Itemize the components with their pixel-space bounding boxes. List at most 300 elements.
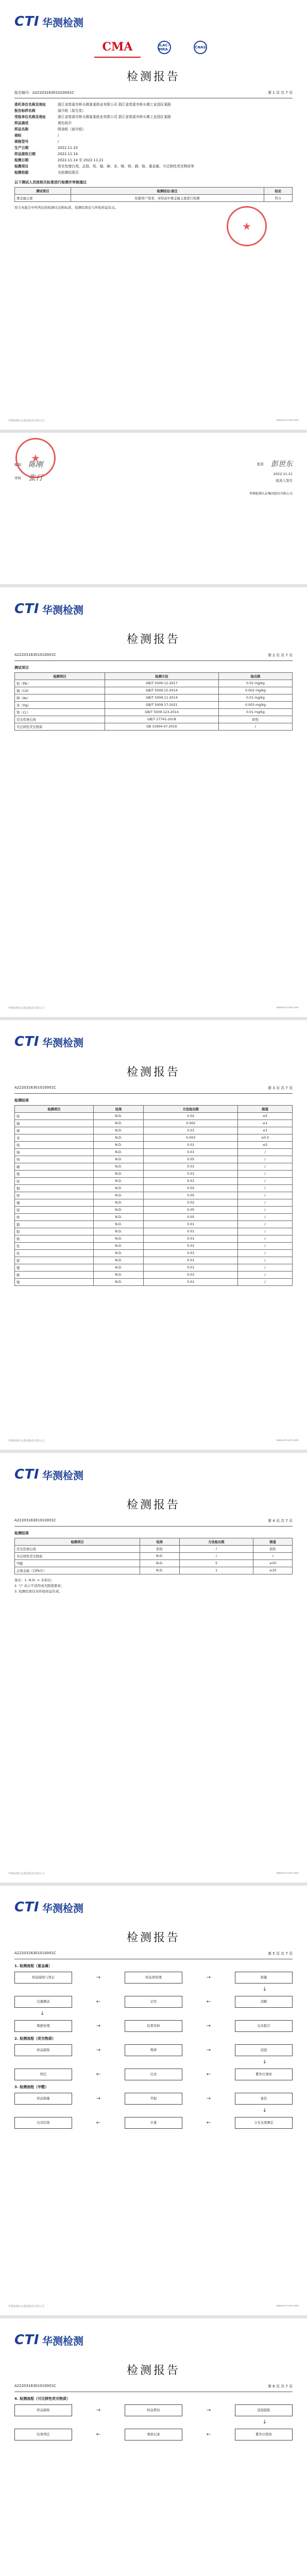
down-arrow-icon: ↓	[262, 1987, 267, 1992]
brand-cn: 华测检测	[42, 16, 83, 29]
table-cell: /	[238, 1156, 293, 1163]
table-cell: /	[238, 1243, 293, 1250]
table-row	[15, 702, 293, 709]
table-cell: 总重金属（以Pb计）	[15, 1567, 140, 1574]
table-row	[15, 1214, 293, 1221]
flow-step: 比对	[125, 2069, 182, 2080]
table-cell: 0.003 mg/kg	[218, 702, 292, 709]
flow-row	[14, 2117, 293, 2129]
report-title: 检测报告	[126, 633, 180, 646]
brand-logo: CTI 华测检测	[14, 1467, 83, 1482]
report-no-label: 报告编号	[14, 91, 29, 95]
flow-step: 称量	[235, 1972, 293, 1984]
ilac-logo-icon: ILAC-MRA	[152, 37, 177, 58]
table-cell: ≤5	[238, 1113, 293, 1120]
flow-step: 样品接收	[14, 2044, 72, 2056]
report-no: A2220316301010001C	[14, 653, 56, 657]
note-line: 备注：1. N.D. = 未检出；	[14, 1578, 55, 1582]
field-key: 生产日期	[14, 146, 29, 150]
flow-step: 紫外灯照射	[235, 2429, 293, 2441]
flow-row	[14, 2429, 293, 2441]
table-row	[15, 1272, 293, 1279]
table-cell: 0.01	[144, 1272, 238, 1279]
table-cell: 铅	[15, 1113, 94, 1120]
compiler-signature: 陈刚	[28, 461, 43, 469]
flow-step: 样品接收	[14, 2404, 72, 2416]
table-cell: 锌	[15, 1192, 94, 1199]
table-cell: 钴	[15, 1178, 94, 1185]
table-cell: 铬（Cr）	[15, 709, 105, 716]
table-cell: 荧光性增白剂	[15, 1546, 140, 1553]
field-key: 样品接收日期	[14, 152, 36, 156]
official-stamp-icon: ★	[227, 206, 267, 246]
section-title: 1. 检测流程（重金属）	[14, 1964, 52, 1968]
brand-logo	[14, 10, 293, 33]
field-key: 样品名称	[14, 127, 29, 131]
table-cell: 0.01	[144, 1149, 238, 1156]
table-cell: N.D.	[93, 1207, 144, 1214]
page-footer: 华测检测认证集团股份有限公司 www.cti-cert.com	[8, 1439, 299, 1443]
table-row	[15, 1250, 293, 1257]
table-cell: /	[238, 1199, 293, 1207]
table-cell: GB/T 27741-2018	[105, 716, 218, 723]
table-header: 检出限	[218, 673, 292, 680]
table-cell: N.D.	[140, 1553, 180, 1560]
report-no: A2220316301010001C	[14, 1518, 56, 1522]
table-cell: 砷	[15, 1127, 94, 1134]
field-value: 浙江省慈溪市桥头镇某某纸业有限公司 浙江省慈溪市桥头镇工业园区某路	[58, 115, 171, 119]
field-value: 面巾纸（原生浆）	[58, 109, 86, 113]
table-cell: 铊	[15, 1250, 94, 1257]
table-cell: 0.01	[144, 1127, 238, 1134]
arrow-icon: ←	[206, 1999, 211, 2005]
table-header: 方法检出限	[179, 1538, 253, 1546]
table-cell: 汞	[15, 1134, 94, 1142]
table-cell: 依据客户需求，对样品中重金属元素进行检测	[71, 195, 264, 202]
table-row	[15, 1120, 293, 1127]
table-cell: 锂	[15, 1279, 94, 1286]
table-cell: 0.02	[144, 1199, 238, 1207]
flow-row	[14, 1996, 293, 2008]
table-cell: /	[238, 1185, 293, 1192]
flow-row	[14, 1972, 293, 1984]
table-cell: /	[238, 1178, 293, 1185]
field-value: 见检测结果页	[58, 171, 79, 175]
table-row	[15, 1185, 293, 1192]
page-footer: 华测检测认证集团股份有限公司 www.cti-cert.com	[8, 1006, 299, 1010]
field-key: 检测日期	[14, 158, 29, 162]
table-header: 结论	[264, 188, 292, 195]
brand-cti: CTI	[14, 14, 39, 29]
table-row	[15, 1243, 293, 1250]
field-value: 荧光性增白剂、总铬、铅、镉、砷、汞、锑、钡、硒、铬、重金属、可迁移性荧光物质等	[58, 164, 195, 168]
table-row	[15, 1149, 293, 1156]
table-cell: 5	[179, 1560, 253, 1567]
table-cell: /	[238, 1163, 293, 1171]
report-page-2	[0, 587, 307, 1020]
table-row	[15, 1134, 293, 1142]
table-cell: /	[238, 1228, 293, 1235]
arrow-icon: ←	[206, 2072, 211, 2077]
table-cell: 0.01	[144, 1264, 238, 1272]
table-cell: 0.05	[144, 1207, 238, 1214]
table-cell: 符合	[264, 195, 292, 202]
table-cell: ≤1	[238, 1120, 293, 1127]
table-cell: 0.01	[144, 1171, 238, 1178]
table-row	[15, 195, 293, 202]
table-row	[15, 1171, 293, 1178]
table-cell: N.D.	[93, 1243, 144, 1250]
flow-step: 显色	[235, 2093, 293, 2105]
section-title: 3. 检测流程（甲醛）	[14, 2085, 48, 2089]
table-cell: 可迁移性荧光物质	[15, 1553, 140, 1560]
page-number: 第 1 页 共 7 页	[267, 91, 293, 95]
table-row	[15, 1192, 293, 1199]
flowchart-a	[14, 1972, 293, 2032]
table-row	[15, 709, 293, 716]
table-cell: /	[238, 1257, 293, 1264]
result-notes	[14, 1578, 293, 1595]
table-cell: N.D.	[93, 1163, 144, 1171]
table-cell: N.D.	[93, 1257, 144, 1264]
table-header: 测试项目	[15, 188, 71, 195]
flow-step: 观察记录	[125, 2429, 182, 2441]
note-line: 3. 检测结果仅对所检样品负责。	[14, 1589, 62, 1594]
field-value: /	[58, 140, 59, 144]
field-value: 黄色纸巾	[58, 121, 72, 125]
certification-logos	[14, 37, 293, 58]
arrow-icon: ←	[96, 1999, 101, 2005]
method-table	[14, 672, 293, 731]
table-cell: /	[238, 1272, 293, 1279]
field-value: 2022.11.14 至 2022.11.21	[58, 158, 104, 162]
flow-step: 分光光度测定	[235, 2117, 293, 2129]
brand-logo: CTI 华测检测	[14, 2332, 83, 2348]
page-footer: 华测检测认证集团股份有限公司 www.cti-cert.com	[8, 1872, 299, 1875]
page-number: 第 6 页 共 7 页	[267, 2384, 293, 2388]
table-cell: /	[238, 1192, 293, 1199]
flow-step: 定容	[125, 1996, 182, 2008]
table-row	[15, 1264, 293, 1272]
field-key: 商标	[14, 133, 22, 138]
arrow-icon: ←	[206, 2432, 211, 2437]
table-cell: N.D.	[93, 1264, 144, 1272]
table-cell: /	[238, 1171, 293, 1178]
down-arrow-icon: ↓	[262, 2059, 267, 2065]
flow-row	[14, 2093, 293, 2105]
table-cell: /	[238, 1235, 293, 1243]
field-row	[14, 114, 293, 120]
result-table	[14, 1538, 293, 1574]
table-row	[15, 1127, 293, 1134]
page-footer: 华测检测认证集团股份有限公司 www.cti-cert.com	[8, 2304, 299, 2308]
table-cell: 钛	[15, 1243, 94, 1250]
flow-row	[14, 2069, 293, 2080]
signature-stamp-icon: ★	[15, 438, 56, 478]
table-header: 检测项目	[15, 673, 105, 680]
table-row	[15, 716, 293, 723]
report-page-1	[0, 0, 307, 433]
arrow-icon: →	[96, 2408, 101, 2413]
table-cell: ≤20	[253, 1560, 293, 1567]
note-line: 2. "/" 表示不适用或无限值要求；	[14, 1584, 64, 1588]
signature-block	[14, 459, 293, 483]
table-cell: ≤0.5	[238, 1134, 293, 1142]
table-cell: 铝	[15, 1207, 94, 1214]
flow-step: 消解	[235, 1996, 293, 2008]
table-header: 检测结论/备注	[71, 188, 264, 195]
table-cell: 铁	[15, 1214, 94, 1221]
reviewer-signature: 张行	[28, 474, 43, 482]
field-row	[14, 151, 293, 157]
table-row	[15, 1178, 293, 1185]
flowchart-d	[14, 2404, 293, 2441]
field-row	[14, 145, 293, 151]
table-cell: 铬	[15, 1142, 94, 1149]
table-cell: 0.01	[144, 1250, 238, 1257]
flowchart-b	[14, 2044, 293, 2080]
sign-date: 2022.11.21	[273, 472, 293, 476]
table-cell: 荧光性增白剂	[15, 716, 105, 723]
flow-row	[14, 2404, 293, 2416]
flow-step: 样品接收与登记	[14, 1972, 72, 1984]
table-cell: /	[253, 1553, 293, 1560]
table-cell: N.D.	[93, 1156, 144, 1163]
arrow-icon: →	[96, 2096, 101, 2102]
table-cell: N.D.	[93, 1171, 144, 1178]
table-row	[15, 680, 293, 687]
field-key: 规格型号	[14, 140, 29, 144]
table-row	[15, 723, 293, 731]
flow-step: 浸泡提取	[235, 2404, 293, 2416]
field-row	[14, 120, 293, 126]
table-cell: 铜	[15, 1185, 94, 1192]
arrow-icon: →	[206, 2408, 211, 2413]
table-cell: /	[179, 1546, 253, 1553]
field-key: 检测项目	[14, 164, 29, 168]
flow-step: 浸泡	[235, 2044, 293, 2056]
table-cell: 0.01	[144, 1228, 238, 1235]
table-header: 检测方法	[105, 673, 218, 680]
field-value: /	[58, 133, 59, 138]
table-cell: 0.01 mg/kg	[218, 694, 292, 702]
section-title: 检测结果	[14, 1531, 29, 1535]
table-row	[15, 694, 293, 702]
report-title: 检测报告	[126, 1066, 180, 1079]
field-row	[14, 157, 293, 163]
report-title: 检测报告	[126, 1499, 180, 1512]
field-row	[14, 132, 293, 139]
table-cell: 硒	[15, 1163, 94, 1171]
table-cell: 0.01 mg/kg	[218, 709, 292, 716]
arrow-icon: →	[206, 2047, 211, 2053]
table-cell: 汞（Hg）	[15, 702, 105, 709]
brand-logo: CTI 华测检测	[14, 1034, 83, 1049]
table-row	[15, 1546, 293, 1553]
field-value: 2022.11.14	[58, 152, 78, 156]
table-cell: 重金属元素	[15, 195, 71, 202]
field-key: 检测依据	[14, 171, 29, 175]
table-cell: 0.01	[144, 1243, 238, 1250]
table-cell: 0.01	[144, 1279, 238, 1286]
table-cell: 0.003	[144, 1134, 238, 1142]
table-cell: 0.02 mg/kg	[218, 680, 292, 687]
page-number: 第 5 页 共 7 页	[267, 1952, 293, 1956]
table-cell: N.D.	[93, 1178, 144, 1185]
report-no: A2220316301010001C	[14, 1086, 56, 1090]
flow-step: 结果审核	[125, 2020, 182, 2032]
cnas-logo-icon: CNAS	[188, 37, 213, 58]
table-cell: 钡	[15, 1156, 94, 1163]
section-title: 检测结果	[14, 1098, 29, 1103]
field-key: 样品描述	[14, 121, 29, 125]
section-title: 以下测试人员按相关标准进行检测并审核通过	[14, 180, 87, 184]
table-cell: 0.01	[144, 1142, 238, 1149]
report-no: A2220316301010001C	[32, 91, 74, 95]
table-cell: ≤1	[238, 1127, 293, 1134]
arrow-icon: ←	[96, 2072, 101, 2077]
cover-fields	[14, 101, 293, 176]
report-page-5	[0, 1886, 307, 2318]
flow-row	[14, 2020, 293, 2032]
field-value: 吸油纸（面巾纸）	[58, 127, 86, 131]
table-cell: /	[238, 1250, 293, 1257]
table-cell: N.D.	[93, 1149, 144, 1156]
table-cell: GB/T 5009.17-2021	[105, 702, 218, 709]
table-cell: 0.01	[144, 1163, 238, 1171]
page-number: 第 4 页 共 7 页	[267, 1519, 293, 1523]
table-cell: N.D.	[93, 1228, 144, 1235]
table-cell: 甲醛	[15, 1560, 140, 1567]
table-row	[15, 1221, 293, 1228]
table-cell: 阴性	[218, 716, 292, 723]
table-row	[15, 1142, 293, 1149]
table-row	[15, 1163, 293, 1171]
flowchart-c	[14, 2093, 293, 2129]
section-title: 测试项目	[14, 666, 29, 670]
table-cell: 0.01	[144, 1257, 238, 1264]
report-no: A2220316301010001C	[14, 1951, 56, 1955]
flow-step: 出具结果	[14, 2117, 72, 2129]
flow-row	[14, 2044, 293, 2056]
table-cell: /	[238, 1221, 293, 1228]
field-value: 2022.11.10	[58, 146, 78, 150]
flow-step: 判定	[14, 2069, 72, 2080]
conclusion-table	[14, 187, 293, 202]
table-cell: N.D.	[93, 1199, 144, 1207]
table-cell: N.D.	[93, 1120, 144, 1127]
reviewer-label: 审核	[14, 476, 21, 480]
table-cell: /	[218, 723, 292, 731]
flow-step: 紫外灯观察	[235, 2069, 293, 2080]
flow-step: 数据处理	[14, 2020, 72, 2032]
table-cell: 0.05	[144, 1156, 238, 1163]
table-cell: 阴性	[253, 1546, 293, 1553]
table-cell: 镉	[15, 1120, 94, 1127]
table-row	[15, 1156, 293, 1163]
table-header: 限值	[238, 1106, 293, 1113]
table-cell: 镍	[15, 1171, 94, 1178]
table-cell: 0.01	[144, 1221, 238, 1228]
table-cell: N.D.	[93, 1221, 144, 1228]
table-cell: 阴性	[140, 1546, 180, 1553]
table-row	[15, 1235, 293, 1243]
table-cell: 可迁移性荧光物质	[15, 723, 105, 731]
table-cell: 0.01	[144, 1235, 238, 1243]
down-arrow-icon: ↓	[262, 2419, 267, 2425]
table-row	[15, 1567, 293, 1574]
page-number: 第 3 页 共 7 页	[267, 1086, 293, 1090]
flow-step: 样品称量	[14, 2093, 72, 2105]
field-value: 浙江省慈溪市桥头镇某某纸业有限公司 浙江省慈溪市桥头镇工业园区某路	[58, 103, 171, 107]
report-title: 检测报告	[126, 2364, 180, 2377]
table-cell: 银	[15, 1257, 94, 1264]
table-cell: GB/T 5009.12-2017	[105, 680, 218, 687]
table-cell: 镉（Cd）	[15, 687, 105, 694]
approver-label: 批准	[257, 462, 264, 466]
table-cell: /	[238, 1149, 293, 1156]
table-cell: 铍	[15, 1272, 94, 1279]
field-row	[14, 139, 293, 145]
flow-step: 样品预处理	[125, 1972, 182, 1984]
table-cell: GB 31604.47-2016	[105, 723, 218, 731]
table-header: 结果	[93, 1106, 144, 1113]
table-header: 方法检出限	[144, 1106, 238, 1113]
table-cell: 钒	[15, 1235, 94, 1243]
field-row	[14, 101, 293, 108]
table-cell: 0.002	[144, 1120, 238, 1127]
down-arrow-icon: ↓	[262, 2108, 267, 2113]
field-key: 委托单位名称及地址	[14, 103, 46, 107]
report-meta: 报告编号：A2220316301010001C 第 1 页 共 7 页	[14, 91, 293, 95]
cma-logo-icon: CMA	[94, 37, 141, 58]
table-cell: N.D.	[140, 1567, 180, 1574]
table-cell: GB/T 5009.123-2014	[105, 709, 218, 716]
report-title: 检测报告	[126, 71, 180, 83]
table-cell: N.D.	[93, 1185, 144, 1192]
table-header: 结果	[140, 1538, 180, 1546]
table-cell: /	[238, 1207, 293, 1214]
table-cell: 铅（Pb）	[15, 680, 105, 687]
table-cell: N.D.	[93, 1113, 144, 1120]
table-row	[15, 1228, 293, 1235]
table-row	[15, 1560, 293, 1567]
flow-step: 出具报告	[235, 2020, 293, 2032]
table-cell: 锑	[15, 1149, 94, 1156]
arrow-icon: →	[96, 2047, 101, 2053]
org-label: 批准人签名	[276, 479, 293, 483]
table-row	[15, 687, 293, 694]
table-cell: /	[238, 1279, 293, 1286]
table-header: 限值	[253, 1538, 293, 1546]
table-cell: N.D.	[93, 1142, 144, 1149]
report-page-3	[0, 1020, 307, 1453]
table-cell: 钼	[15, 1228, 94, 1235]
arrow-icon: →	[206, 1975, 211, 1980]
field-key: 受检单位名称及地址	[14, 115, 46, 119]
table-cell: 锶	[15, 1264, 94, 1272]
flow-step: 仪器测试	[14, 1996, 72, 2008]
arrow-icon: ←	[206, 2120, 211, 2126]
table-cell: N.D.	[93, 1134, 144, 1142]
brand-logo: CTI 华测检测	[14, 601, 83, 617]
arrow-icon: ←	[96, 2120, 101, 2126]
table-row	[15, 1207, 293, 1214]
table-row	[15, 1553, 293, 1560]
flow-step: 结果判定	[14, 2429, 72, 2441]
down-arrow-icon: ↓	[40, 2011, 45, 2016]
result-table	[14, 1105, 293, 1286]
